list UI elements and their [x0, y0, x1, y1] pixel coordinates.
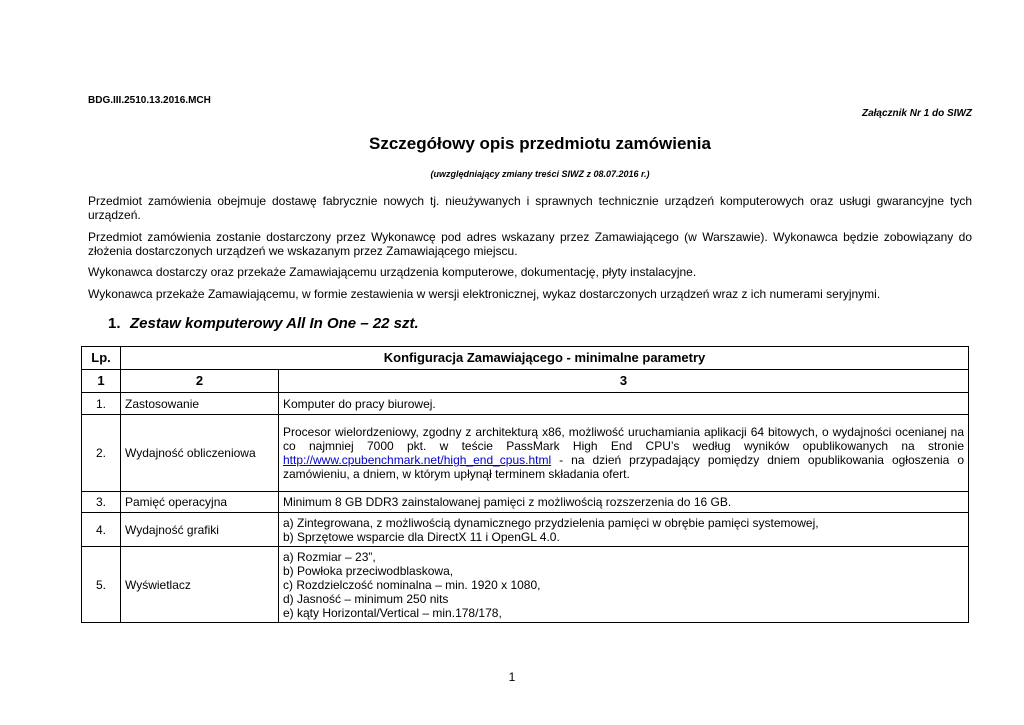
paragraph-serial-list: Wykonawca przekaże Zamawiającemu, w formie zestawienia w wersji elektronicznej, wykaz dostarczonych urządzeń wraz z ich numerami seryjnymi.: [88, 287, 881, 301]
column-number: 1: [82, 370, 121, 393]
section-title: Zestaw komputerowy All In One – 22 szt.: [130, 315, 419, 332]
row-name: Wyświetlacz: [121, 547, 279, 623]
table-row: [82, 393, 969, 415]
row-value: [279, 513, 969, 547]
row-lp: 2.: [82, 415, 121, 492]
column-number: 3: [279, 370, 969, 393]
row-lp: 5.: [82, 547, 121, 623]
table-row: [82, 547, 969, 623]
page-title: Szczegółowy opis przedmiotu zamówienia: [369, 134, 711, 153]
row-lp: 3.: [82, 492, 121, 513]
row-value-text: - na dzień przypadający pomiędzy dniem opublikowania ogłoszenia o zamówieniu, a dniem, w którym upłynął terminem składania ofert.: [283, 453, 964, 481]
row-value-line: b) Sprzętowe wsparcie dla DirectX 11 i OpenGL 4.0.: [283, 529, 560, 544]
page-number: 1: [508, 670, 516, 684]
annex-label: Załącznik Nr 1 do SIWZ: [861, 108, 972, 119]
table-header-row: [82, 347, 969, 370]
table-row: [82, 513, 969, 547]
row-name: Zastosowanie: [121, 393, 279, 415]
table-row: [82, 415, 969, 492]
header-config: Konfiguracja Zamawiającego - minimalne parametry: [121, 347, 969, 370]
row-name: Wydajność grafiki: [121, 513, 279, 547]
column-number-row: [82, 370, 969, 393]
row-value-line: c) Rozdzielczość nominalna – min. 1920 x 1080,: [283, 577, 541, 592]
cpubenchmark-link[interactable]: http://www.cpubenchmark.net/high_end_cpus.html: [283, 453, 552, 467]
row-name: Pamięć operacyjna: [121, 492, 279, 513]
row-value-line: e) kąty Horizontal/Vertical – min.178/178,: [283, 605, 502, 620]
table-row: [82, 492, 969, 513]
row-value-line: b) Powłoka przeciwodblaskowa,: [283, 563, 454, 578]
row-value-line: d) Jasność – minimum 250 nits: [283, 591, 449, 606]
column-number: 2: [121, 370, 279, 393]
section-number: 1.: [108, 315, 121, 332]
page-subtitle: (uwzględniający zmiany treści SIWZ z 08.07.2016 r.): [430, 169, 650, 179]
row-value-line: a) Rozmiar – 23”,: [283, 549, 376, 564]
row-value: [279, 415, 969, 492]
row-name: Wydajność obliczeniowa: [121, 415, 279, 492]
section-heading: [108, 315, 419, 332]
row-value: Minimum 8 GB DDR3 zainstalowanej pamięci z możliwością rozszerzenia do 16 GB.: [279, 492, 969, 513]
row-value-line: a) Zintegrowana, z możliwością dynamicznego przydzielenia pamięci w obrębie pamięci systemowej,: [283, 515, 819, 530]
paragraph-delivery: Przedmiot zamówienia zostanie dostarczony przez Wykonawcę pod adres wskazany przez Zamawiającego (w Warszawie). Wykonawca będzie zobowiązany do złożenia dostarczonych urządzeń we wskazanym przez Zamawiającego miejscu.: [88, 230, 972, 258]
row-lp: 1.: [82, 393, 121, 415]
row-value: Komputer do pracy biurowej.: [279, 393, 969, 415]
row-value: [279, 547, 969, 623]
document-reference: BDG.III.2510.13.2016.MCH: [88, 95, 211, 106]
row-value-text: Procesor wielordzeniowy, zgodny z architekturą x86, możliwość uruchamiania aplikacji 64 bitowych, o wydajności ocenianej na co najmniej 7000 pkt. w teście PassMark High End CPU’s według wyników opublikowanych na stronie: [283, 425, 964, 453]
specification-table: [81, 346, 969, 623]
paragraph-scope: Przedmiot zamówienia obejmuje dostawę fabrycznie nowych tj. nieużywanych i sprawnych technicznie urządzeń komputerowych oraz usługi gwarancyjne tych urządzeń.: [88, 194, 972, 222]
header-lp: Lp.: [82, 347, 121, 370]
paragraph-handover: Wykonawca dostarczy oraz przekaże Zamawiającemu urządzenia komputerowe, dokumentację, płyty instalacyjne.: [88, 265, 697, 279]
row-lp: 4.: [82, 513, 121, 547]
